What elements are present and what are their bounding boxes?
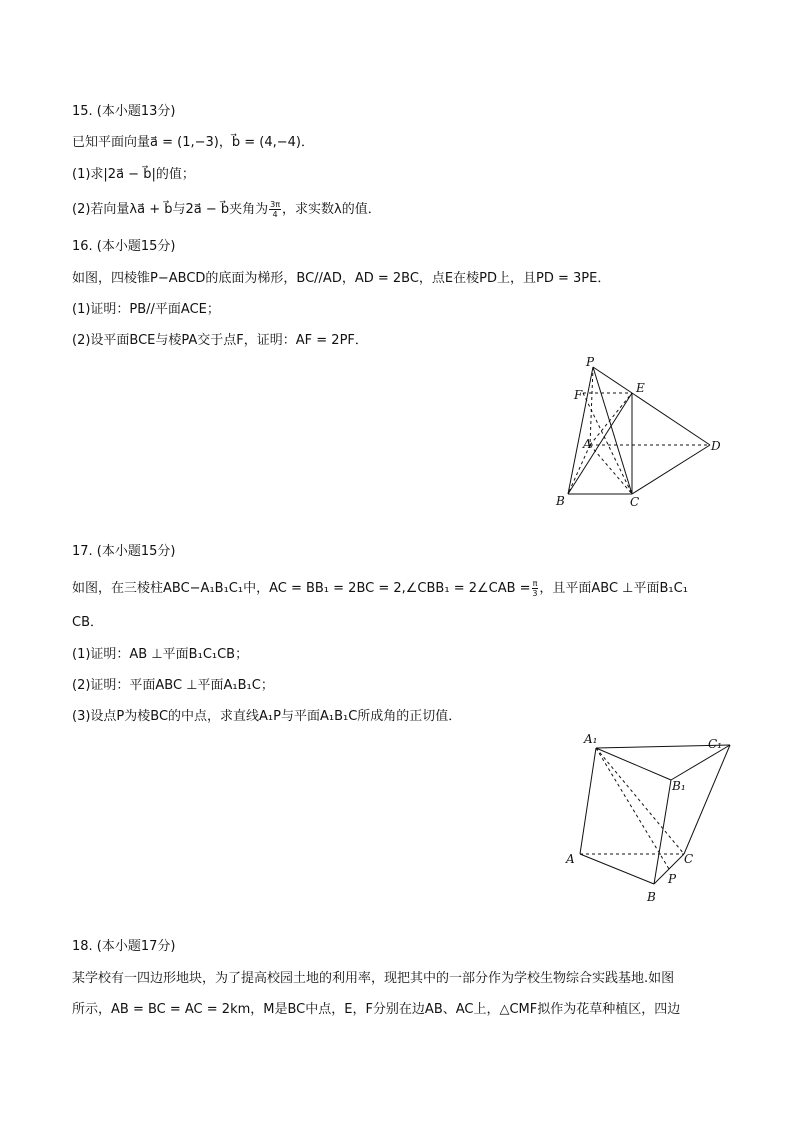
vertex-label-c1: C₁: [708, 737, 722, 751]
fraction-denominator: 3: [532, 589, 538, 598]
q17-prism-figure: [560, 728, 750, 908]
q17-header: 17. (本小题15分): [72, 544, 176, 559]
q17-part3: (3)设点P为棱BC的中点，求直线A₁P与平面A₁B₁C所成角的正切值．: [72, 709, 462, 724]
vertex-label-p: P: [586, 355, 595, 369]
q16-pyramid-figure: [548, 350, 728, 515]
q15-header: 15. (本小题13分): [72, 104, 176, 119]
vertex-label-f: F: [574, 388, 583, 402]
vertex-label-b: B: [647, 890, 656, 904]
q16-header: 16. (本小题15分): [72, 239, 176, 254]
q17-part2: (2)证明：平面ABC ⊥平面A₁B₁C；: [72, 678, 274, 693]
vertex-label-a: A: [566, 852, 575, 866]
vertex-label-e: E: [636, 381, 645, 395]
fraction-numerator: π: [532, 579, 538, 588]
q15-part2: [72, 200, 381, 219]
vertex-label-a1: A₁: [584, 732, 598, 746]
q17-given-text: 如图，在三棱柱ABC−A₁B₁C₁中，AC = BB₁ = 2BC = 2,∠CBB₁ = 2∠CAB =: [72, 581, 531, 596]
q16-given: 如图，四棱锥P−ABCD的底面为梯形，BC//AD，AD = 2BC，点E在棱PD上，且PD = 3PE．: [72, 271, 611, 286]
q17-angle-fraction: [532, 579, 539, 598]
q15-angle-fraction: [269, 200, 281, 219]
fraction-numerator: 3π: [270, 200, 281, 209]
q17-given-cont: CB．: [72, 615, 103, 630]
q16-part2: (2)设平面BCE与棱PA交于点F，证明：AF = 2PF．: [72, 333, 368, 348]
vertex-label-c: C: [684, 852, 694, 866]
vertex-label-a: A: [583, 437, 592, 451]
vertex-label-p: P: [668, 872, 677, 886]
vertex-label-b1: B₁: [672, 779, 686, 793]
q15-part1: (1)求|2a⃗ − b⃗|的值；: [72, 167, 195, 182]
q17-part1: (1)证明：AB ⊥平面B₁C₁CB；: [72, 647, 249, 662]
q15-given: 已知平面向量a⃗ = (1,−3)，b⃗ = (4,−4)．: [72, 135, 314, 150]
q18-line2: 所示，AB = BC = AC = 2km，M是BC中点，E，F分别在边AB、AC上，△CMF拟作为花草种植区，四边: [72, 1002, 681, 1017]
q18-header: 18. (本小题17分): [72, 939, 176, 954]
q17-given: [72, 579, 688, 598]
q17-given-tail: ，且平面ABC ⊥平面B₁C₁: [539, 581, 688, 596]
fraction-denominator: 4: [272, 210, 278, 219]
vertex-label-b: B: [556, 494, 565, 508]
vertex-label-c: C: [630, 495, 640, 509]
q16-part1: (1)证明：PB//平面ACE；: [72, 302, 220, 317]
q15-part2-tail: ，求实数λ的值．: [282, 202, 381, 217]
q18-line1: 某学校有一四边形地块，为了提高校园土地的利用率，现把其中的一部分作为学校生物综合实践基地.如图: [72, 971, 675, 986]
vertex-label-d: D: [711, 439, 721, 453]
q15-part2-text: (2)若向量λa⃗ + b⃗与2a⃗ − b⃗夹角为: [72, 202, 269, 217]
